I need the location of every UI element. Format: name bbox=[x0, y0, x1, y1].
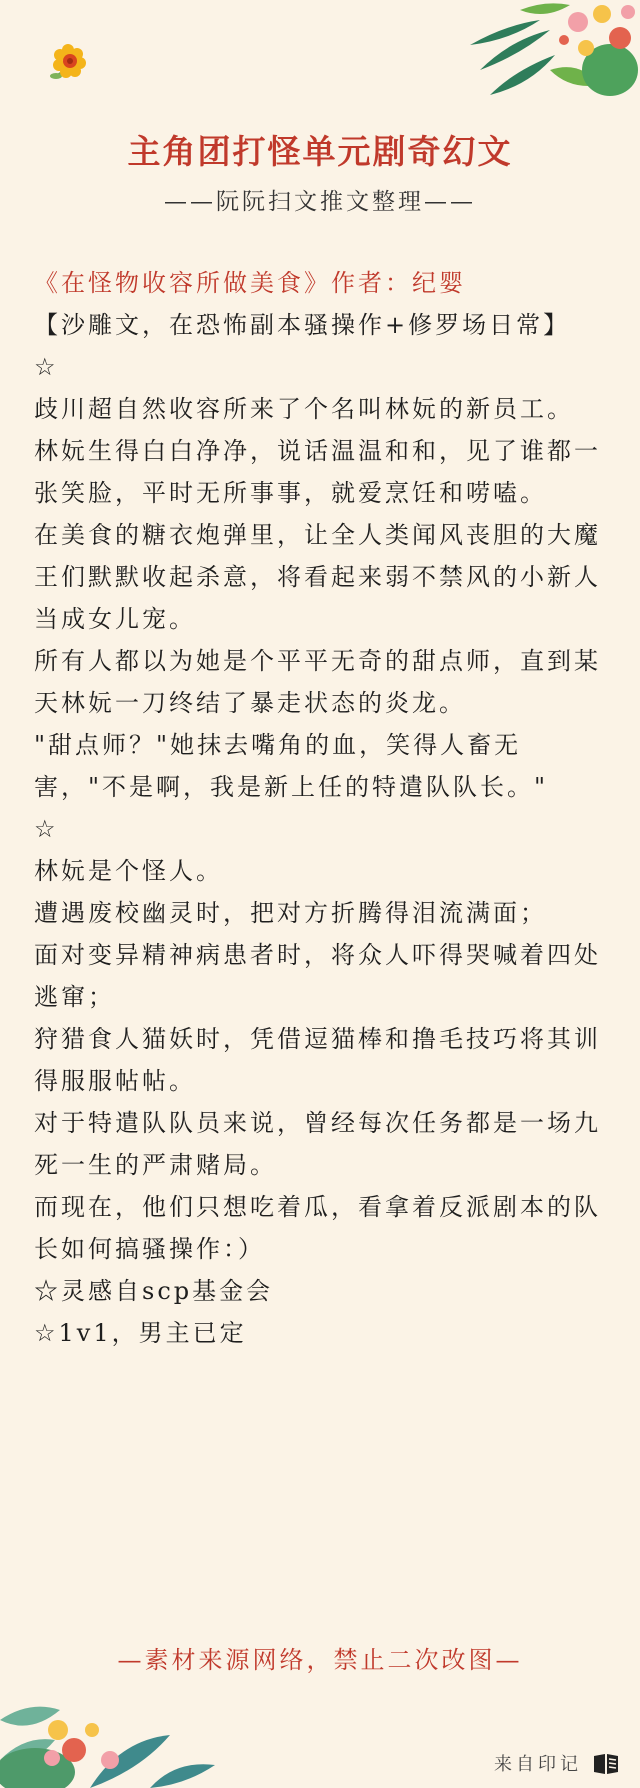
paragraph: 对于特遣队队员来说，曾经每次任务都是一场九死一生的严肃赌局。 bbox=[34, 1109, 601, 1179]
floral-leaves-icon bbox=[0, 1680, 230, 1788]
page-title: 主角团打怪单元剧奇幻文 bbox=[127, 132, 513, 171]
paragraph: 林妧是个怪人。 bbox=[34, 857, 223, 885]
paragraph: 【沙雕文，在恐怖副本骚操作+修罗场日常】 bbox=[34, 311, 571, 339]
paragraph: 面对变异精神病患者时，将众人吓得哭喊着四处逃窜； bbox=[34, 941, 601, 1011]
paragraph: 林妧生得白白净净，说话温温和和，见了谁都一张笑脸，平时无所事事，就爱烹饪和唠嗑。 bbox=[34, 437, 601, 507]
paragraph: ☆灵感自scp基金会 bbox=[34, 1277, 274, 1305]
paragraph: 遭遇废校幽灵时，把对方折腾得泪流满面； bbox=[34, 899, 547, 927]
paragraph: 在美食的糖衣炮弹里，让全人类闻风丧胆的大魔王们默默收起杀意，将看起来弱不禁风的小新人当成女儿宠。 bbox=[34, 521, 601, 633]
sunflower-icon bbox=[44, 38, 92, 86]
paragraph: ☆ bbox=[34, 815, 59, 843]
floral-leaves-icon bbox=[460, 0, 640, 110]
page-subtitle: ——阮阮扫文推文整理—— bbox=[164, 189, 476, 215]
paragraph: 狩猎食人猫妖时，凭借逗猫棒和撸毛技巧将其训得服服帖帖。 bbox=[34, 1025, 601, 1095]
paragraph: 而现在，他们只想吃着瓜，看拿着反派剧本的队长如何搞骚操作：） bbox=[34, 1193, 601, 1263]
book-title-line: 《在怪物收容所做美食》作者：纪婴 bbox=[34, 269, 466, 297]
paragraph: 所有人都以为她是个平平无奇的甜点师，直到某天林妧一刀终结了暴走状态的炎龙。 bbox=[34, 647, 601, 717]
book-summary bbox=[34, 262, 604, 1354]
signature-text: 来自印记 bbox=[494, 1754, 582, 1775]
source-note: —素材来源网络，禁止二次改图— bbox=[117, 1646, 523, 1674]
paragraph: "甜点师？"她抹去嘴角的血，笑得人畜无害，"不是啊，我是新上任的特遣队队长。" bbox=[34, 731, 549, 801]
paragraph: ☆1v1，男主已定 bbox=[34, 1319, 247, 1347]
paragraph: 歧川超自然收容所来了个名叫林妧的新员工。 bbox=[34, 395, 574, 423]
book-icon bbox=[592, 1752, 620, 1776]
paragraph: ☆ bbox=[34, 353, 59, 381]
